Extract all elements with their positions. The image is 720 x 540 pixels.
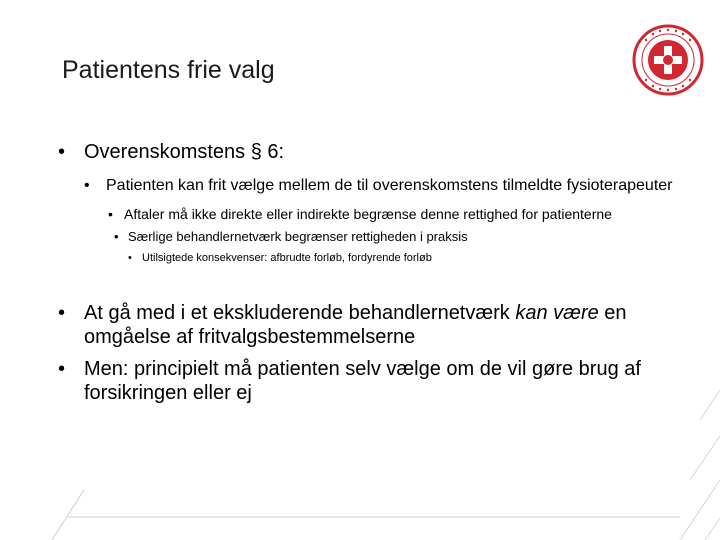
bullet-icon: • — [58, 358, 66, 380]
bullet-level1 — [58, 301, 678, 349]
bullet-icon: • — [128, 252, 132, 264]
right-diagonal-line — [705, 518, 720, 540]
slide-body — [58, 140, 678, 405]
bullet-text: Særlige behandlernetværk begrænser rettigheden i praksis — [128, 229, 468, 244]
right-diagonal-line — [690, 436, 720, 480]
bullet-text: Overenskomstens § 6: — [84, 141, 285, 163]
danske-fysioterapeuter-logo — [630, 22, 706, 98]
bullet-level1 — [58, 357, 678, 405]
bullet-level5 — [128, 251, 678, 265]
bullet-icon: • — [58, 302, 66, 324]
bullet-emphasis: kan være — [515, 302, 599, 324]
bullet-text: en omgåelse af fritvalgsbestemmelserne — [84, 302, 627, 348]
bullet-text: Patienten kan frit vælge mellem de til overenskomstens tilmeldte fysioterapeuter — [106, 177, 673, 194]
bullet-icon: • — [84, 177, 90, 194]
bullet-icon: • — [114, 229, 119, 244]
bullet-text: At gå med i et ekskluderende behandlernetværk — [84, 302, 516, 324]
corner-diagonal-line — [52, 490, 84, 540]
slide-title: Patientens frie valg — [62, 56, 275, 84]
bullet-text: Men: principielt må patienten selv vælge om de vil gøre brug af forsikringen eller ej — [84, 358, 641, 404]
bullet-level3 — [108, 205, 678, 223]
right-diagonal-line — [680, 480, 720, 540]
bullet-text: Utilsigtede konsekvenser: afbrudte forløb, fordyrende forløb — [142, 252, 432, 264]
right-diagonal-line — [700, 390, 720, 420]
bullet-icon: • — [58, 141, 66, 163]
bullet-icon: • — [108, 206, 113, 222]
bullet-level2 — [84, 176, 678, 196]
bullet-level1 — [58, 140, 678, 164]
bullet-text: Aftaler må ikke direkte eller indirekte begrænse denne rettighed for patienterne — [124, 206, 612, 222]
bullet-level4 — [114, 229, 678, 245]
